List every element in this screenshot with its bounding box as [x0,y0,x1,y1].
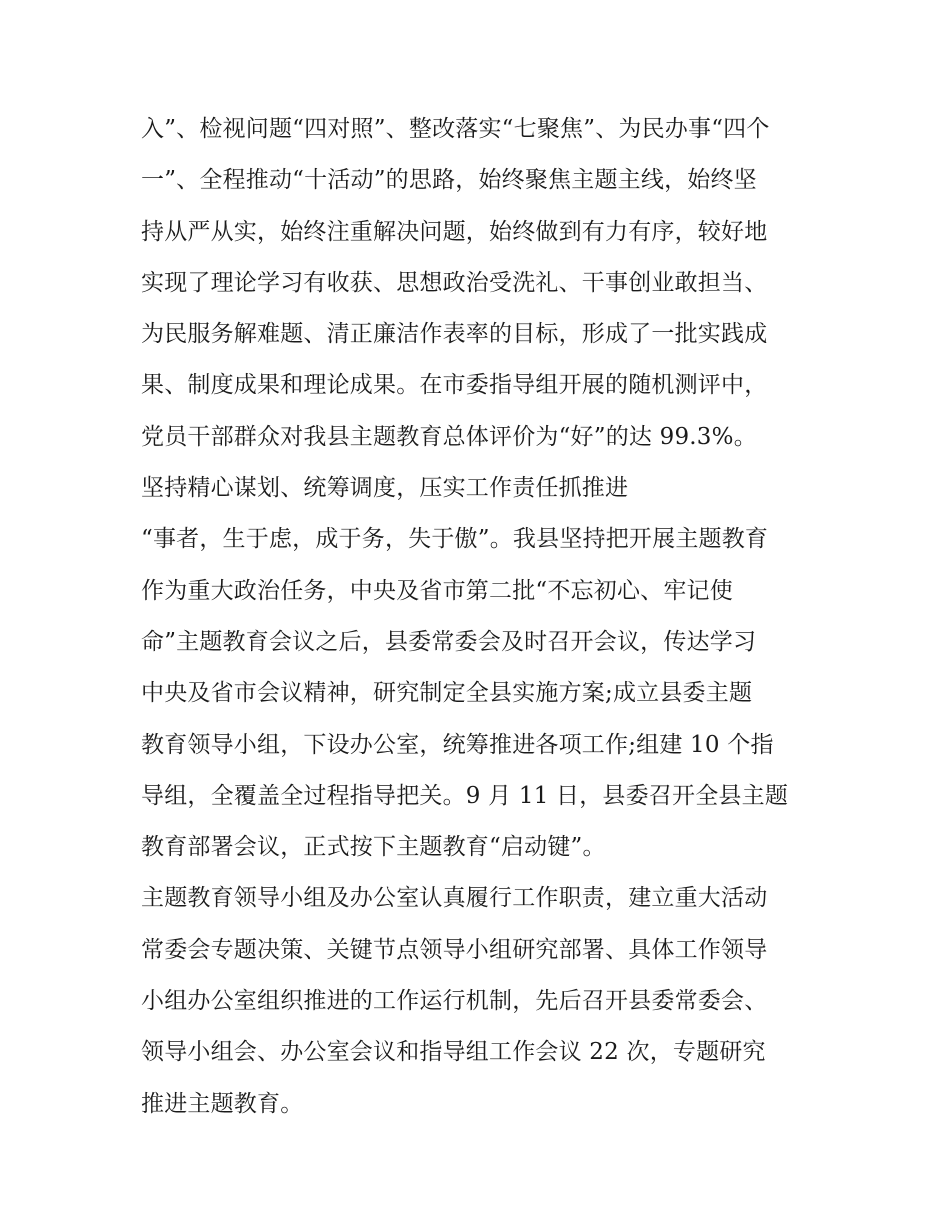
text-line: 小组办公室组织推进的工作运行机制，先后召开县委常委会、 [141,988,768,1015]
text-line: 实现了理论学习有收获、思想政治受洗礼、干事创业敢担当、 [141,269,768,296]
text-line: 果、制度成果和理论成果。在市委指导组开展的随机测评中， [141,372,768,399]
text-line: 中央及省市会议精神，研究制定全县实施方案;成立县委主题 [141,680,753,707]
text-line: 导组，全覆盖全过程指导把关。9 月 11 日，县委召开全县主题 [141,782,789,809]
text-line: 命”主题教育会议之后，县委常委会及时召开会议，传达学习 [141,628,757,655]
text-line: “事者，生于虑，成于务，失于傲”。我县坚持把开展主题教育 [141,526,769,553]
text-line: 教育部署会议，正式按下主题教育“启动键”。 [141,834,606,861]
text-line: 入”、检视问题“四对照”、整改落实“七聚焦”、为民办事“四个 [141,116,770,142]
text-line: 推进主题教育。 [141,1090,304,1117]
text-line: 持从严从实，始终注重解决问题，始终做到有力有序，较好地 [141,218,768,245]
text-line: 主题教育领导小组及办公室认真履行工作职责，建立重大活动 [141,885,768,912]
document-body [141,104,821,1130]
text-line: 领导小组会、办公室会议和指导组工作会议 22 次，专题研究 [141,1039,766,1066]
section-heading: 坚持精心谋划、统筹调度，压实工作责任抓推进 [141,475,629,502]
text-line: 一”、全程推动“十活动”的思路，始终聚焦主题主线，始终坚 [141,167,757,194]
text-line: 常委会专题决策、关键节点领导小组研究部署、具体工作领导 [141,936,768,963]
text-line: 党员干部群众对我县主题教育总体评价为“好”的达 99.3%。 [141,423,757,450]
text-line: 教育领导小组，下设办公室，统筹推进各项工作;组建 10 个指 [141,731,774,758]
text-line: 作为重大政治任务，中央及省市第二批“不忘初心、牢记使 [141,577,733,604]
text-line: 为民服务解难题、清正廉洁作表率的目标，形成了一批实践成 [141,321,768,348]
